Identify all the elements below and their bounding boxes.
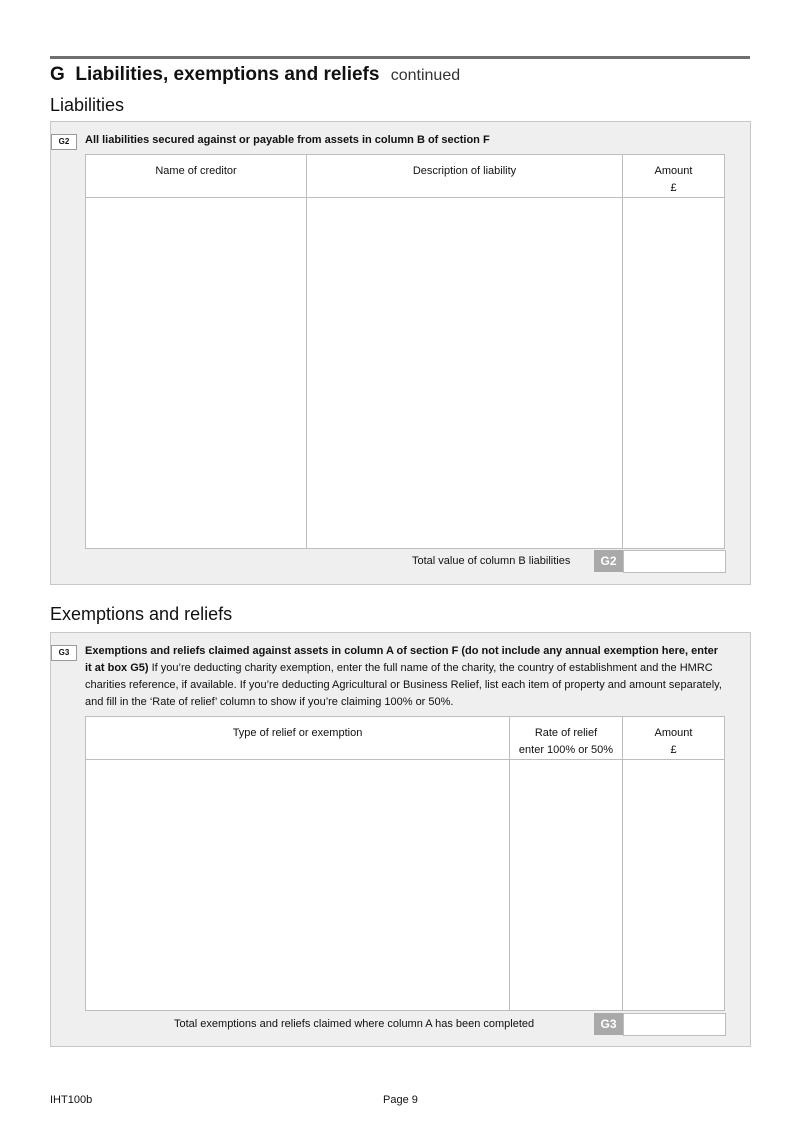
rate-column[interactable] (510, 717, 623, 1010)
amount-header (623, 155, 724, 197)
top-rule (50, 56, 750, 59)
exemptions-panel (50, 632, 751, 1047)
liabilities-total-field[interactable] (623, 550, 726, 573)
amount-label: Amount (654, 165, 693, 177)
page-number: Page 9 (383, 1094, 418, 1106)
liabilities-total-label: Total value of column B liabilities (412, 555, 571, 567)
rate-label: Rate of relief (534, 727, 598, 739)
amount-unit: £ (670, 182, 677, 194)
exemptions-total-field[interactable] (623, 1013, 726, 1036)
section-title-text: Liabilities, exemptions and reliefs (75, 64, 380, 85)
description-header: Description of liability (412, 165, 517, 177)
rate-hint: enter 100% or 50% (518, 744, 614, 756)
type-header: Type of relief or exemption (232, 727, 363, 739)
liabilities-question: All liabilities secured against or payable from assets in column B of section F (85, 134, 490, 146)
exemptions-heading: Exemptions and reliefs (50, 604, 233, 624)
continued-label: continued (390, 67, 461, 84)
liabilities-table (85, 154, 725, 549)
rate-header (510, 717, 622, 759)
liabilities-panel (50, 121, 751, 585)
exemptions-question-bold: Exemptions and reliefs claimed against assets in column A of section F (do not include any annual exemption here, enter it at box G5) (85, 645, 719, 674)
type-column[interactable] (86, 717, 510, 1010)
box-code-g3: G3 (51, 645, 77, 661)
section-title (50, 64, 460, 86)
creditor-header: Name of creditor (155, 165, 237, 177)
exemptions-question-rest: If you’re deducting charity exemption, enter the full name of the charity, the country of establishment and the HMRC charities reference, if available. If you’re deducting Agricultural or Business Relief, list each item of property and amount separately, and fill in the ‘Rate of relief’ column to show if you’re claiming 100% or 50%. (85, 662, 722, 708)
exemptions-table (85, 716, 725, 1011)
liabilities-heading: Liabilities (50, 95, 125, 115)
exemptions-amount-label: Amount (654, 727, 693, 739)
exemptions-total-label: Total exemptions and reliefs claimed where column A has been completed (174, 1018, 535, 1030)
total-code-g3: G3 (594, 1013, 623, 1035)
total-code-g2: G2 (594, 550, 623, 572)
exemptions-question (85, 643, 725, 711)
description-column[interactable] (307, 155, 623, 548)
creditor-column[interactable] (86, 155, 307, 548)
exemptions-amount-unit: £ (670, 744, 677, 756)
section-letter: G (50, 64, 65, 85)
form-code: IHT100b (50, 1094, 93, 1106)
exemptions-amount-header (623, 717, 724, 759)
box-code-g2: G2 (51, 134, 77, 150)
